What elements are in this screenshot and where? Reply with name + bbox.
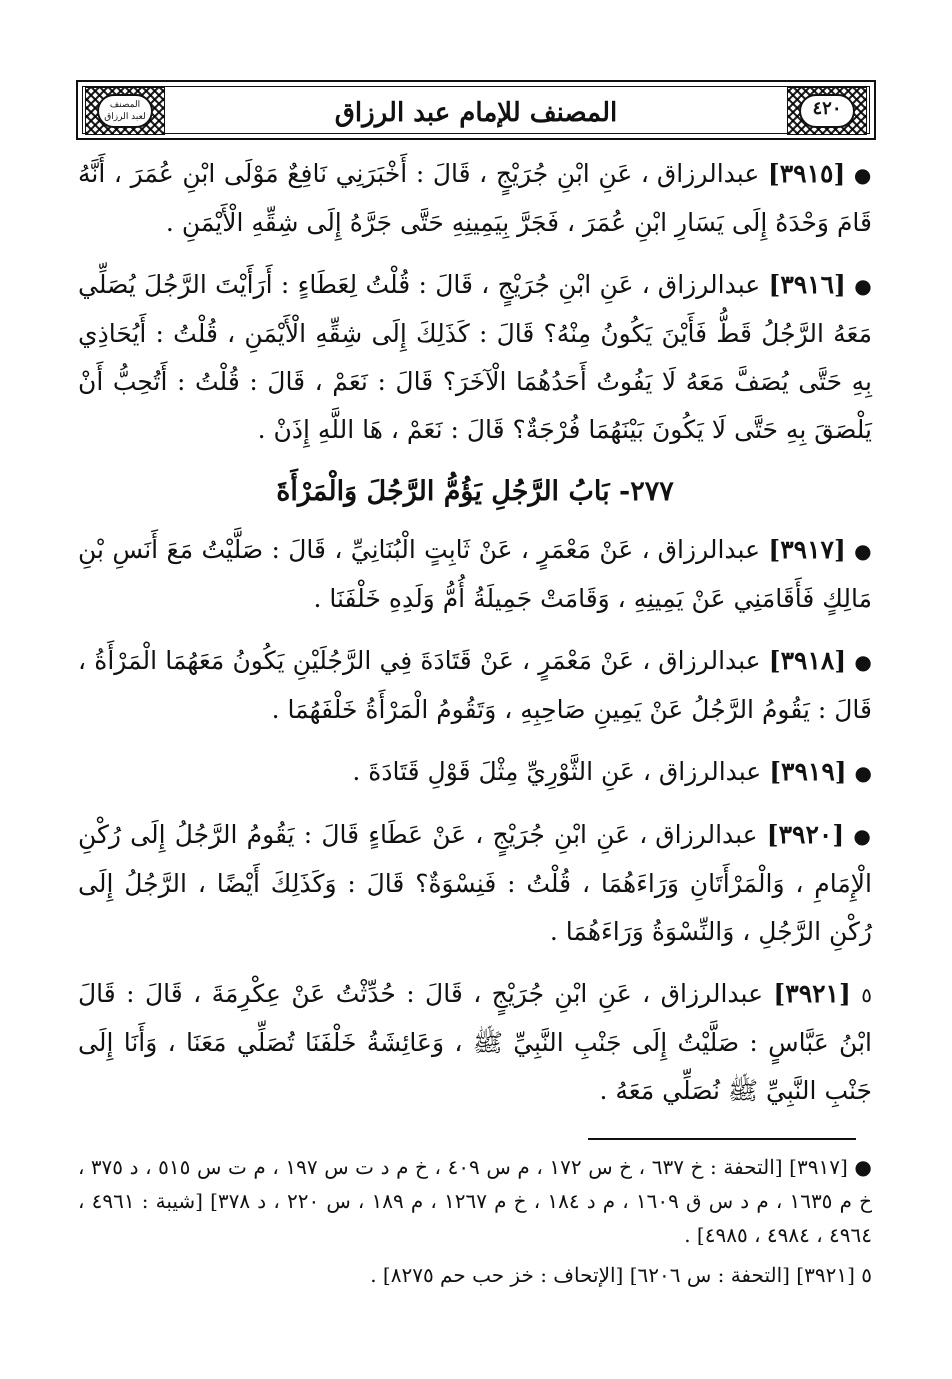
hadith-number: [٣٩١٨] — [768, 646, 847, 675]
entry-bullet: ● — [854, 539, 872, 563]
footnote-bullet: ٥ — [861, 1263, 872, 1287]
hadith-entry — [78, 811, 872, 956]
hadith-number: [٣٩٢١] — [773, 979, 851, 1008]
book-seal-logo: المصنف لعبد الرزاق — [97, 94, 153, 128]
hadith-number: [٣٩١٩] — [769, 757, 847, 786]
page-header — [76, 80, 876, 140]
entry-bullet: ٥ — [861, 983, 872, 1007]
footnote-text: [٣٩٢١] [التحفة : س ٦٢٠٦] [الإتحاف : خز حب حم ٨٢٧٥] . — [370, 1263, 855, 1287]
hadith-entry — [78, 748, 872, 797]
hadith-text: عبدالرزاق ، عَنِ ابْنِ جُرَيْجٍ ، عَنْ عَطَاءٍ قَالَ : يَقُومُ الرَّجُلُ إِلَى رُكْنِ الْإِمَامِ ، وَالْمَرْأَتَانِ وَرَاءَهُمَا ، قُلْتُ : فَنِسْوَةٌ؟ قَالَ : وَكَذَلِكَ أَيْضًا ، الرَّجُلُ إِلَى رُكْنِ الرَّجُلِ ، وَالنِّسْوَةُ وَرَاءَهُمَا . — [78, 820, 872, 946]
footnote — [78, 1258, 872, 1292]
entry-bullet: ● — [853, 824, 873, 848]
hadith-entry — [78, 150, 872, 247]
hadith-entry — [78, 526, 872, 623]
chapter-heading: ٢٧٧- بَابُ الرَّجُلِ يَؤُمُّ الرَّجُلَ وَالْمَرْأَةَ — [276, 476, 674, 507]
hadith-number: [٣٩١٦] — [768, 270, 846, 299]
entry-bullet: ● — [854, 650, 873, 674]
page-number: ٤٢٠ — [799, 94, 855, 128]
entry-bullet: ● — [854, 274, 873, 298]
entry-bullet: ● — [853, 163, 872, 187]
footnote-text: [٣٩١٧] [التحفة : خ ٦٣٧ ، خ س ١٧٢ ، م س ٤٠٩ ، خ م د ت س ١٩٧ ، م ت س ٥١٥ ، د ٣٧٥ ، خ م ١٦٣٥ ، م د س ق ١٦٠٩ ، م د ١٨٤ ، خ م ١٢٦٧ ، م ١٨٩ ، س ٢٢٠ ، د ٣٧٨] [شيبة : ٤٩٦١ ، ٤٩٦٤ ، ٤٩٨٤ ، ٤٩٨٥] . — [78, 1155, 873, 1247]
hadith-entry — [78, 970, 872, 1115]
header-ornament-left — [85, 87, 165, 135]
hadith-text: عبدالرزاق ، عَنْ مَعْمَرٍ ، عَنْ قَتَادَةَ فِي الرَّجُلَيْنِ يَكُونُ مَعَهُمَا الْمَرْأَةُ ، قَالَ : يَقُومُ الرَّجُلُ عَنْ يَمِينِ صَاحِبِهِ ، وَتَقُومُ الْمَرْأَةُ خَلْفَهُمَا . — [78, 646, 872, 724]
hadith-number: [٣٩١٧] — [768, 535, 846, 564]
footnotes — [78, 1150, 872, 1298]
hadith-text: عبدالرزاق ، عَنْ مَعْمَرٍ ، عَنْ ثَابِتٍ الْبُنَانِيِّ ، قَالَ : صَلَّيْتُ مَعَ أَنَسِ بْنِ مَالِكٍ فَأَقَامَنِي عَنْ يَمِينِهِ ، وَقَامَتْ جَمِيلَةُ أُمُّ وَلَدِهِ خَلْفَنَا . — [78, 535, 872, 613]
footnote-bullet: ● — [854, 1155, 873, 1179]
entry-bullet: ● — [854, 761, 872, 785]
hadith-text: عبدالرزاق ، عَنِ الثَّوْرِيِّ مِثْلَ قَوْلِ قَتَادَةَ . — [352, 757, 762, 786]
footnote — [78, 1150, 872, 1252]
hadith-entry — [78, 261, 872, 454]
footnote-separator — [588, 1138, 856, 1140]
main-text — [78, 150, 872, 1129]
hadith-number: [٣٩١٥] — [767, 159, 846, 188]
hadith-text: عبدالرزاق ، عَنِ ابْنِ جُرَيْجٍ ، قَالَ : قُلْتُ لِعَطَاءٍ : أَرَأَيْتَ الرَّجُلَ يُصَلِّي مَعَهُ الرَّجُلُ قَطُّ فَأَيْنَ يَكُونُ مِنْهُ؟ قَالَ : كَذَلِكَ إِلَى شِقِّهِ الْأَيْمَنِ ، قُلْتُ : أَيُحَاذِي بِهِ حَتَّى يُصَفَّ مَعَهُ لَا يَفُوتُ أَحَدُهُمَا الْآخَرَ؟ قَالَ : نَعَمْ ، قَالَ : قُلْتُ : أَتُحِبُّ أَنْ يَلْصَقَ بِهِ حَتَّى لَا يَكُونَ بَيْنَهُمَا فُرْجَةٌ؟ قَالَ : نَعَمْ ، هَا اللَّهِ إِذَنْ . — [78, 270, 872, 444]
hadith-number: [٣٩٢٠] — [766, 820, 845, 849]
header-ornament-right — [787, 87, 867, 135]
hadith-text: عبدالرزاق ، عَنِ ابْنِ جُرَيْجٍ ، قَالَ : أَخْبَرَنِي نَافِعٌ مَوْلَى ابْنِ عُمَرَ ، أَنَّهُ قَامَ وَحْدَهُ إِلَى يَسَارِ ابْنِ عُمَرَ ، فَجَرَّ بِيَمِينِهِ حَتَّى جَرَّهُ إِلَى شِقِّهِ الْأَيْمَنِ . — [78, 159, 872, 237]
hadith-text: عبدالرزاق ، عَنِ ابْنِ جُرَيْجٍ ، قَالَ : حُدِّثْتُ عَنْ عِكْرِمَةَ ، قَالَ : قَالَ ابْنُ عَبَّاسٍ : صَلَّيْتُ إِلَى جَنْبِ النَّبِيِّ ﷺ ، وَعَائِشَةُ خَلْفَنَا تُصَلِّي مَعَنَا ، وَأَنَا إِلَى جَنْبِ النَّبِيِّ ﷺ نُصَلِّي مَعَهُ . — [78, 979, 872, 1105]
running-title: المصنف للإمام عبد الرزاق — [334, 98, 618, 128]
header-frame — [82, 86, 870, 134]
hadith-entry — [78, 637, 872, 734]
